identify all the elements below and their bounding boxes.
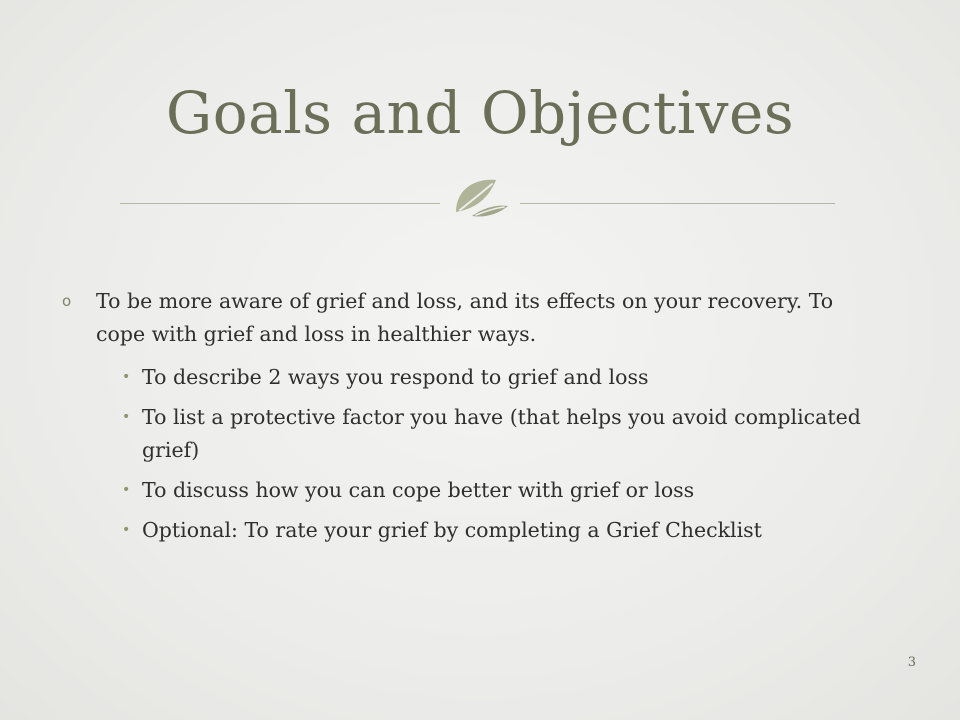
slide-title: Goals and Objectives	[165, 79, 795, 147]
leaf-flourish-icon	[446, 168, 516, 224]
dot-bullet-icon: •	[122, 409, 131, 425]
dot-bullet-icon: •	[122, 482, 131, 498]
title-divider-right	[520, 203, 835, 204]
sub-bullet-text: Optional: To rate your grief by completing a Grief Checklist	[142, 518, 762, 542]
page-number: 3	[907, 655, 916, 670]
title-divider-left	[120, 203, 440, 204]
sub-bullet	[62, 514, 882, 547]
sub-bullet	[62, 361, 882, 394]
sub-bullet-text: To discuss how you can cope better with grief or loss	[142, 478, 695, 502]
dot-bullet-icon: •	[122, 369, 131, 385]
main-point-text: To be more aware of grief and loss, and its effects on your recovery. To cope with grief and loss in healthier ways.	[96, 289, 834, 346]
sub-bullet	[62, 401, 882, 467]
main-point	[62, 285, 882, 351]
sub-bullet-text: To describe 2 ways you respond to grief and loss	[142, 365, 649, 389]
sub-bullet	[62, 474, 882, 507]
slide-content	[62, 285, 882, 554]
sub-bullet-text: To list a protective factor you have (that helps you avoid complicated grief)	[142, 405, 861, 462]
circle-bullet-icon: o	[62, 292, 72, 310]
dot-bullet-icon: •	[122, 522, 131, 538]
